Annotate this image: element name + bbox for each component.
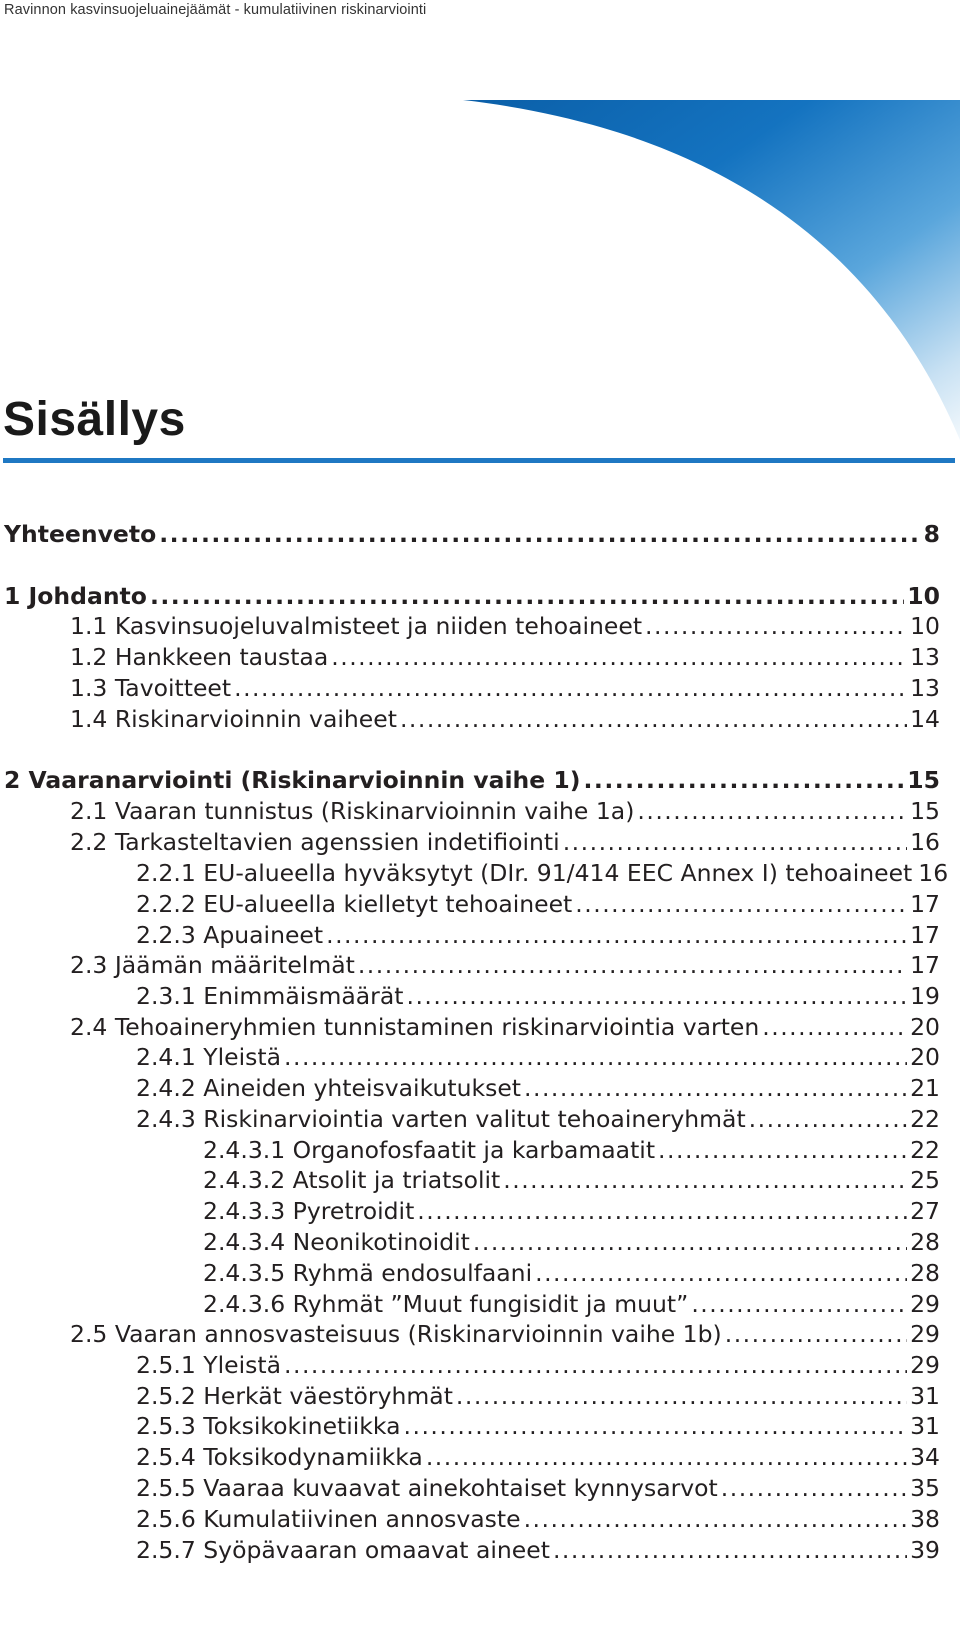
toc-entry-label: 2.5.2 Herkät väestöryhmät <box>136 1382 453 1410</box>
toc-page-number: 16 <box>918 859 949 887</box>
toc-dot-leader <box>358 950 907 980</box>
toc-page-number: 10 <box>907 582 940 610</box>
toc-page-number: 38 <box>910 1505 940 1533</box>
toc-page-number: 20 <box>910 1013 940 1041</box>
toc-dot-leader <box>326 920 907 950</box>
toc-entry[interactable] <box>136 1411 940 1441</box>
toc-page-number: 35 <box>910 1474 940 1502</box>
toc-entry[interactable] <box>136 1473 940 1503</box>
toc-entry[interactable] <box>70 1012 940 1042</box>
toc-page-number: 28 <box>910 1228 940 1256</box>
toc-entry-label: 2.5 Vaaran annosvasteisuus (Riskinarvioinnin vaihe 1b) <box>70 1320 722 1348</box>
toc-page-number: 39 <box>910 1536 940 1564</box>
toc-entry-label: 2.5.3 Toksikokinetiikka <box>136 1412 401 1440</box>
toc-entry[interactable] <box>70 673 940 703</box>
toc-dot-leader <box>721 1473 907 1503</box>
toc-entry[interactable] <box>136 1442 940 1472</box>
toc-page-number: 22 <box>910 1136 940 1164</box>
toc-page-number: 10 <box>910 612 940 640</box>
toc-dot-leader <box>658 1135 907 1165</box>
toc-entry-label: 2.4.3.6 Ryhmät ”Muut fungisidit ja muut” <box>203 1290 689 1318</box>
toc-entry[interactable] <box>70 642 940 672</box>
toc-entry-label: 1.2 Hankkeen taustaa <box>70 643 329 671</box>
toc-dot-leader <box>524 1073 907 1103</box>
toc-page-number: 22 <box>910 1105 940 1133</box>
toc-entry-label: Yhteenveto <box>4 520 157 548</box>
toc-dot-leader <box>535 1258 907 1288</box>
toc-page-number: 27 <box>910 1197 940 1225</box>
toc-page-number: 29 <box>910 1290 940 1318</box>
toc-entry-label: 2.3.1 Enimmäismäärät <box>136 982 404 1010</box>
toc-entry[interactable] <box>136 889 940 919</box>
toc-dot-leader <box>417 1196 907 1226</box>
toc-dot-leader <box>637 796 907 826</box>
toc-entry-label: 2.4.3.3 Pyretroidit <box>203 1197 415 1225</box>
toc-page-number: 15 <box>910 797 940 825</box>
toc-page-number: 17 <box>910 951 940 979</box>
toc-entry-label: 1 Johdanto <box>4 582 147 610</box>
toc-entry-label: 2.5.4 Toksikodynamiikka <box>136 1443 423 1471</box>
toc-entry-label: 2 Vaaranarviointi (Riskinarvioinnin vaihe 1) <box>4 766 581 794</box>
toc-page-number: 34 <box>910 1443 940 1471</box>
toc-page-number: 21 <box>910 1074 940 1102</box>
running-header: Ravinnon kasvinsuojeluainejäämät - kumulatiivinen riskinarviointi <box>4 2 427 18</box>
toc-entry-label: 2.4.2 Aineiden yhteisvaikutukset <box>136 1074 521 1102</box>
toc-entry-label: 2.4.3.1 Organofosfaatit ja karbamaatit <box>203 1136 656 1164</box>
toc-page-number: 17 <box>910 921 940 949</box>
toc-entry-label: 2.2 Tarkasteltavien agenssien indetifiointi <box>70 828 560 856</box>
toc-page-number: 29 <box>910 1320 940 1348</box>
toc-dot-leader <box>456 1381 907 1411</box>
page-title: Sisällys <box>3 393 186 446</box>
toc-dot-leader <box>749 1104 907 1134</box>
toc-entry-label: 2.5.5 Vaaraa kuvaavat ainekohtaiset kynnysarvot <box>136 1474 718 1502</box>
toc-entry-label: 2.4.3.4 Neonikotinoidit <box>203 1228 470 1256</box>
toc-dot-leader <box>691 1289 907 1319</box>
toc-entry-label: 2.4 Tehoaineryhmien tunnistaminen riskinarviointia varten <box>70 1013 760 1041</box>
toc-dot-leader <box>426 1442 907 1472</box>
toc-dot-leader <box>284 1042 907 1072</box>
toc-dot-leader <box>159 519 920 549</box>
toc-entry[interactable] <box>70 796 940 826</box>
toc-entry-label: 1.3 Tavoitteet <box>70 674 232 702</box>
toc-dot-leader <box>331 642 907 672</box>
toc-entry[interactable] <box>70 704 940 734</box>
toc-entry-label: 1.4 Riskinarvioinnin vaiheet <box>70 705 397 733</box>
toc-page-number: 13 <box>910 674 940 702</box>
toc-entry[interactable] <box>203 1227 940 1257</box>
toc-page-number: 31 <box>910 1412 940 1440</box>
toc-page-number: 17 <box>910 890 940 918</box>
toc-page-number: 13 <box>910 643 940 671</box>
toc-dot-leader <box>284 1350 907 1380</box>
toc-dot-leader <box>762 1012 907 1042</box>
toc-page-number: 8 <box>923 520 940 548</box>
toc-entry[interactable] <box>136 1535 940 1565</box>
toc-dot-leader <box>404 1411 908 1441</box>
toc-entry-label: 2.1 Vaaran tunnistus (Riskinarvioinnin vaihe 1a) <box>70 797 635 825</box>
toc-entry[interactable] <box>70 1319 940 1349</box>
toc-page-number: 15 <box>907 766 940 794</box>
toc-dot-leader <box>575 889 907 919</box>
toc-dot-leader <box>234 673 907 703</box>
toc-entry[interactable] <box>4 519 940 549</box>
toc-entry-label: 2.2.3 Apuaineet <box>136 921 324 949</box>
toc-dot-leader <box>150 581 904 611</box>
toc-dot-leader <box>524 1504 908 1534</box>
toc-dot-leader <box>563 827 907 857</box>
toc-entry-label: 2.4.3.5 Ryhmä endosulfaani <box>203 1259 533 1287</box>
toc-entry-label: 2.2.2 EU-alueella kielletyt tehoaineet <box>136 890 573 918</box>
toc-page-number: 19 <box>910 982 940 1010</box>
toc-page-number: 20 <box>910 1043 940 1071</box>
toc-entry-label: 2.4.3.2 Atsolit ja triatsolit <box>203 1166 501 1194</box>
toc-entry-label: 2.5.7 Syöpävaaran omaavat aineet <box>136 1536 550 1564</box>
toc-entry-label: 2.2.1 EU-alueella hyväksytyt (DIr. 91/414 EEC Annex I) tehoaineet <box>136 859 913 887</box>
toc-entry[interactable] <box>136 920 940 950</box>
toc-dot-leader <box>406 981 907 1011</box>
toc-entry[interactable] <box>4 765 940 795</box>
toc-dot-leader <box>473 1227 907 1257</box>
toc-entry[interactable] <box>136 981 940 1011</box>
toc-entry[interactable] <box>136 858 949 888</box>
toc-entry-label: 2.5.6 Kumulatiivinen annosvaste <box>136 1505 521 1533</box>
toc-page-number: 14 <box>910 705 940 733</box>
toc-entry-label: 2.3 Jäämän määritelmät <box>70 951 355 979</box>
toc-page-number: 25 <box>910 1166 940 1194</box>
toc-entry[interactable] <box>203 1258 940 1288</box>
toc-entry[interactable] <box>70 611 940 641</box>
toc-entry-label: 2.4.1 Yleistä <box>136 1043 281 1071</box>
toc-page-number: 29 <box>910 1351 940 1379</box>
decorative-swoosh <box>0 0 960 460</box>
toc-entry[interactable] <box>70 827 940 857</box>
toc-entry[interactable] <box>203 1196 940 1226</box>
toc-entry[interactable] <box>203 1289 940 1319</box>
toc-entry[interactable] <box>136 1381 940 1411</box>
toc-dot-leader <box>400 704 907 734</box>
toc-page-number: 16 <box>910 828 940 856</box>
toc-dot-leader <box>645 611 907 641</box>
toc-dot-leader <box>503 1165 907 1195</box>
toc-entry[interactable] <box>203 1135 940 1165</box>
toc-entry[interactable] <box>136 1104 940 1134</box>
toc-entry[interactable] <box>136 1350 940 1380</box>
toc-entry[interactable] <box>136 1504 940 1534</box>
toc-dot-leader <box>725 1319 907 1349</box>
toc-entry[interactable] <box>136 1042 940 1072</box>
toc-page-number: 31 <box>910 1382 940 1410</box>
toc-entry[interactable] <box>4 581 940 611</box>
toc-dot-leader <box>583 765 904 795</box>
toc-dot-leader <box>553 1535 907 1565</box>
toc-entry[interactable] <box>203 1165 940 1195</box>
toc-entry[interactable] <box>136 1073 940 1103</box>
toc-entry[interactable] <box>70 950 940 980</box>
toc-page-number: 28 <box>910 1259 940 1287</box>
toc-entry-label: 2.5.1 Yleistä <box>136 1351 281 1379</box>
title-divider <box>3 458 955 463</box>
toc-entry-label: 1.1 Kasvinsuojeluvalmisteet ja niiden tehoaineet <box>70 612 643 640</box>
toc-entry-label: 2.4.3 Riskinarviointia varten valitut tehoaineryhmät <box>136 1105 746 1133</box>
